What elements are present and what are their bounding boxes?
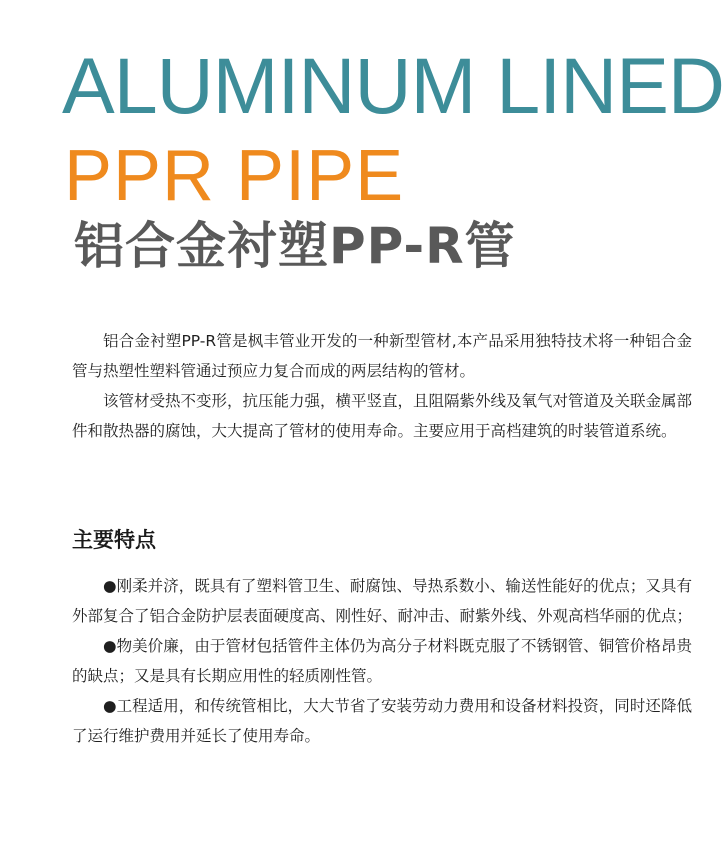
title-english-line1: ALUMINUM LINED — [62, 41, 724, 130]
features-list — [72, 571, 692, 751]
feature-item: ●刚柔并济，既具有了塑料管卫生、耐腐蚀、导热系数小、输送性能好的优点；又具有外部复合了铝合金防护层表面硬度高、刚性好、耐冲击、耐紫外线、外观高档华丽的优点； — [72, 577, 693, 625]
intro-section — [72, 326, 692, 446]
title-chinese: 铝合金衬塑PP-R管 — [74, 217, 516, 275]
title-english-line2: PPR PIPE — [64, 136, 405, 216]
intro-paragraph: 该管材受热不变形，抗压能力强，横平竖直，且阻隔紫外线及氧气对管道及关联金属部件和散热器的腐蚀，大大提高了管材的使用寿命。主要应用于高档建筑的时装管道系统。 — [72, 392, 693, 440]
intro-paragraph: 铝合金衬塑PP-R管是枫丰管业开发的一种新型管材,本产品采用独特技术将一种铝合金管与热塑性塑料管通过预应力复合而成的两层结构的管材。 — [72, 332, 692, 380]
features-heading: 主要特点 — [72, 528, 156, 552]
feature-item: ●工程适用，和传统管相比，大大节省了安装劳动力费用和设备材料投资，同时还降低了运行维护费用并延长了使用寿命。 — [72, 697, 692, 745]
feature-item: ●物美价廉，由于管材包括管件主体仍为高分子材料既克服了不锈钢管、铜管价格昂贵的缺点；又是具有长期应用性的轻质刚性管。 — [72, 637, 692, 685]
